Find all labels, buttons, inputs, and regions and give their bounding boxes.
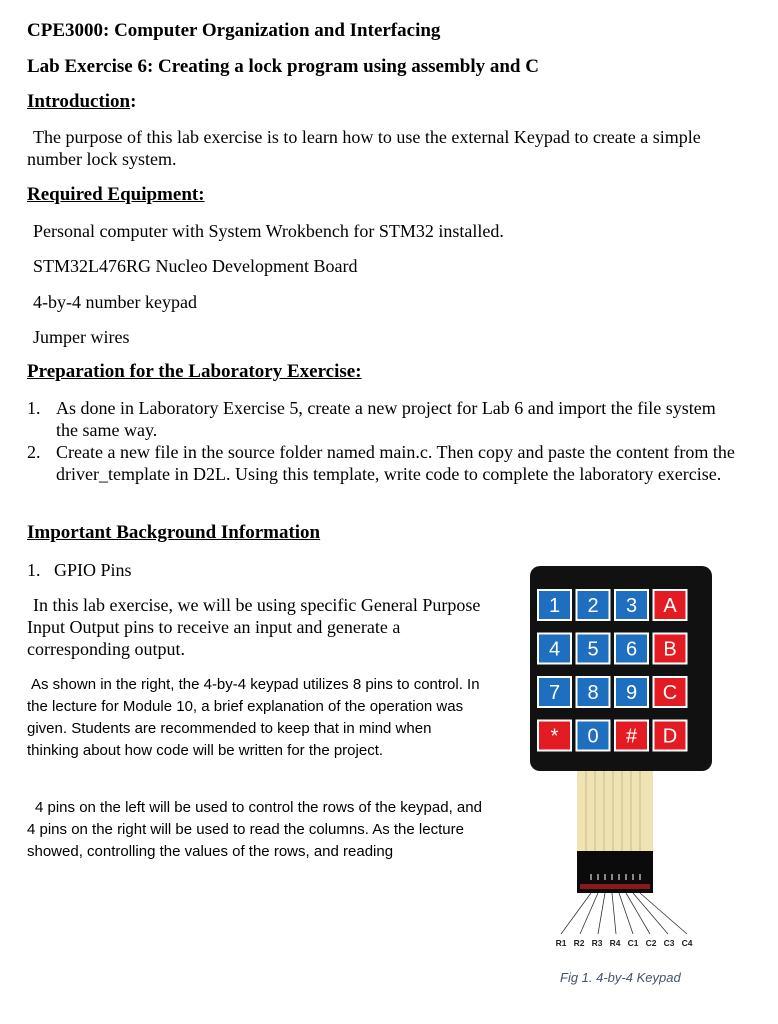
figure-caption: Fig 1. 4-by-4 Keypad <box>560 970 681 985</box>
svg-text:A: A <box>663 595 677 617</box>
svg-text:9: 9 <box>625 682 638 704</box>
key-A <box>654 590 687 620</box>
subheading-number: 1. <box>27 560 41 580</box>
preparation-step <box>27 397 742 441</box>
background-paragraph-1: In this lab exercise, we will be using specific General Purpose Input Output pins to receive an input and generate a corresponding output. <box>27 595 481 659</box>
equipment-item: Personal computer with System Wrokbench for STM32 installed. <box>33 221 504 241</box>
svg-text:B: B <box>663 638 677 661</box>
key-5 <box>577 634 610 664</box>
keypad-image <box>530 566 712 956</box>
svg-text:1: 1 <box>548 595 561 617</box>
key-7 <box>538 677 571 707</box>
subheading-title: GPIO Pins <box>54 560 132 580</box>
background-paragraph-2: As shown in the right, the 4-by-4 keypad utilizes 8 pins to control. In the lecture for Module 10, a brief explanation of the operation was given. Students are recommended to keep that in mind when thinking about how code will be written for the project. <box>27 676 480 759</box>
preparation-heading: Preparation for the Laboratory Exercise: <box>27 361 362 382</box>
step-number: 2. <box>27 442 41 462</box>
svg-text:0: 0 <box>587 725 599 748</box>
equipment-item: 4-by-4 number keypad <box>33 292 197 312</box>
key-B <box>654 634 687 664</box>
key-2 <box>577 590 610 620</box>
pin-label-r2: R2 <box>573 938 585 948</box>
step-text: As done in Laboratory Exercise 5, create a new project for Lab 6 and import the file system the same way. <box>56 398 716 440</box>
key-0 <box>577 721 610 751</box>
key-3 <box>615 590 648 620</box>
preparation-steps <box>27 397 742 485</box>
svg-text:8: 8 <box>587 682 599 704</box>
step-text: Create a new file in the source folder named main.c. Then copy and paste the content from the driver_template in D2L. Using this template, write code to complete the laboratory exercise. <box>56 442 735 484</box>
svg-text:7: 7 <box>548 682 561 704</box>
pin-label-r4: R4 <box>609 938 621 948</box>
key-D <box>654 721 687 751</box>
course-title: CPE3000: Computer Organization and Interfacing <box>27 20 441 41</box>
svg-text:4: 4 <box>548 638 561 661</box>
intro-paragraph: The purpose of this lab exercise is to learn how to use the external Keypad to create a simple number lock system. <box>27 127 701 169</box>
svg-text:6: 6 <box>625 638 638 661</box>
svg-text:#: # <box>625 725 638 748</box>
svg-text:D: D <box>662 725 678 748</box>
svg-text:2: 2 <box>587 595 599 617</box>
equipment-item: Jumper wires <box>33 327 130 347</box>
svg-text:5: 5 <box>587 638 599 661</box>
intro-heading-colon: : <box>130 91 137 112</box>
key-6 <box>615 634 648 664</box>
key-4 <box>538 634 571 664</box>
svg-text:C: C <box>662 682 678 704</box>
background-subheading <box>27 559 132 581</box>
svg-text:3: 3 <box>625 595 638 617</box>
pin-label-c3: C3 <box>663 938 675 948</box>
key-C <box>654 677 687 707</box>
pin-label-c4: C4 <box>681 938 693 948</box>
pin-label-c2: C2 <box>645 938 657 948</box>
pin-label-c1: C1 <box>627 938 639 948</box>
pin-label-r1: R1 <box>555 938 567 948</box>
keypad-ribbon <box>577 771 653 851</box>
pin-label-r3: R3 <box>591 938 603 948</box>
key-8 <box>577 677 610 707</box>
key-* <box>538 721 571 751</box>
step-number: 1. <box>27 398 41 418</box>
keypad-figure <box>530 566 712 985</box>
intro-heading <box>27 91 136 113</box>
preparation-step <box>27 441 742 485</box>
key-# <box>615 721 648 751</box>
background-paragraph-3: 4 pins on the left will be used to control the rows of the keypad, and 4 pins on the right will be used to read the columns. As the lecture showed, controlling the values of the rows, and reading <box>27 799 482 860</box>
background-heading: Important Background Information <box>27 522 321 543</box>
key-9 <box>615 677 648 707</box>
lab-title: Lab Exercise 6: Creating a lock program using assembly and C <box>27 56 539 77</box>
svg-text:*: * <box>550 725 559 748</box>
equipment-heading: Required Equipment: <box>27 184 205 205</box>
equipment-item: STM32L476RG Nucleo Development Board <box>33 256 358 276</box>
key-1 <box>538 590 571 620</box>
intro-heading-text: Introduction <box>27 91 131 112</box>
